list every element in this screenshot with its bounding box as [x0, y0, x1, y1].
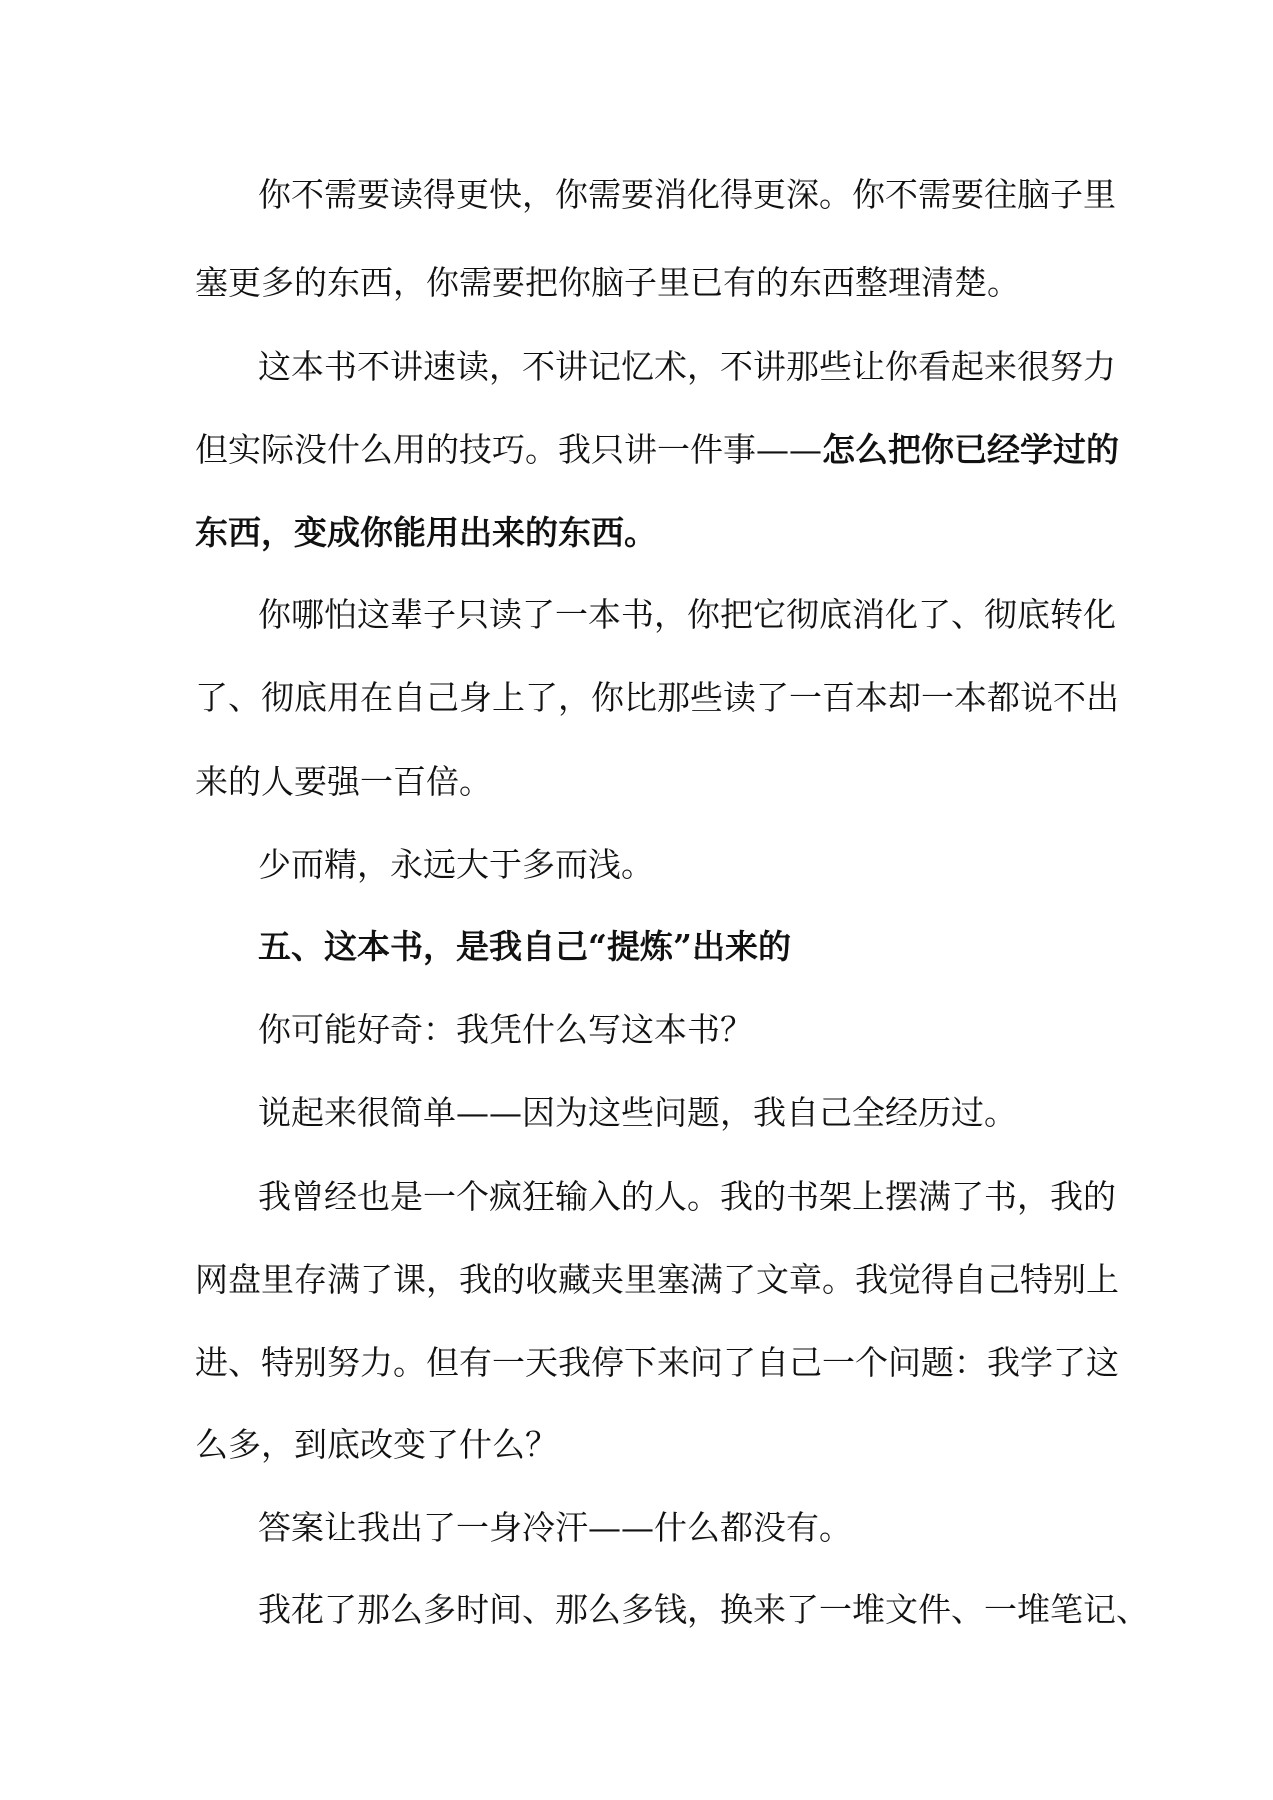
text-line: 我曾经也是一个疯狂输入的人。我的书架上摆满了书，我的: [258, 1177, 1116, 1216]
emphasis-text: 东西，变成你能用出来的东西。: [195, 513, 657, 552]
text-line: [0, 513, 1273, 553]
text-line: 我花了那么多时间、那么多钱，换来了一堆文件、一堆笔记、: [258, 1590, 1149, 1629]
text-line: 么多，到底改变了什么？: [195, 1425, 558, 1464]
text-line: 但实际没什么用的技巧。我只讲一件事——怎么把你已经学过的: [195, 430, 1119, 469]
text-line: 你不需要读得更快，你需要消化得更深。你不需要往脑子里: [258, 175, 1116, 214]
text-line: 进、特别努力。但有一天我停下来问了自己一个问题：我学了这: [195, 1343, 1119, 1382]
text-line: 网盘里存满了课，我的收藏夹里塞满了文章。我觉得自己特别上: [195, 1260, 1119, 1299]
text-line: 来的人要强一百倍。: [195, 762, 492, 801]
text-line: 你哪怕这辈子只读了一本书，你把它彻底消化了、彻底转化: [258, 595, 1116, 634]
text-line: 塞更多的东西，你需要把你脑子里已有的东西整理清楚。: [195, 263, 1020, 302]
emphasis-text: 怎么把你已经学过的: [822, 430, 1119, 469]
text-line: 了、彻底用在自己身上了，你比那些读了一百本却一本都说不出: [195, 678, 1119, 717]
text-line: 答案让我出了一身冷汗——什么都没有。: [258, 1508, 852, 1547]
section-heading: 五、这本书，是我自己“提炼”出来的: [258, 927, 791, 966]
text-line: 说起来很简单——因为这些问题，我自己全经历过。: [258, 1093, 1017, 1132]
text-line: 这本书不讲速读，不讲记忆术，不讲那些让你看起来很努力: [258, 347, 1116, 386]
text-line: 你可能好奇：我凭什么写这本书？: [258, 1010, 753, 1049]
text-line: 少而精，永远大于多而浅。: [258, 845, 654, 884]
